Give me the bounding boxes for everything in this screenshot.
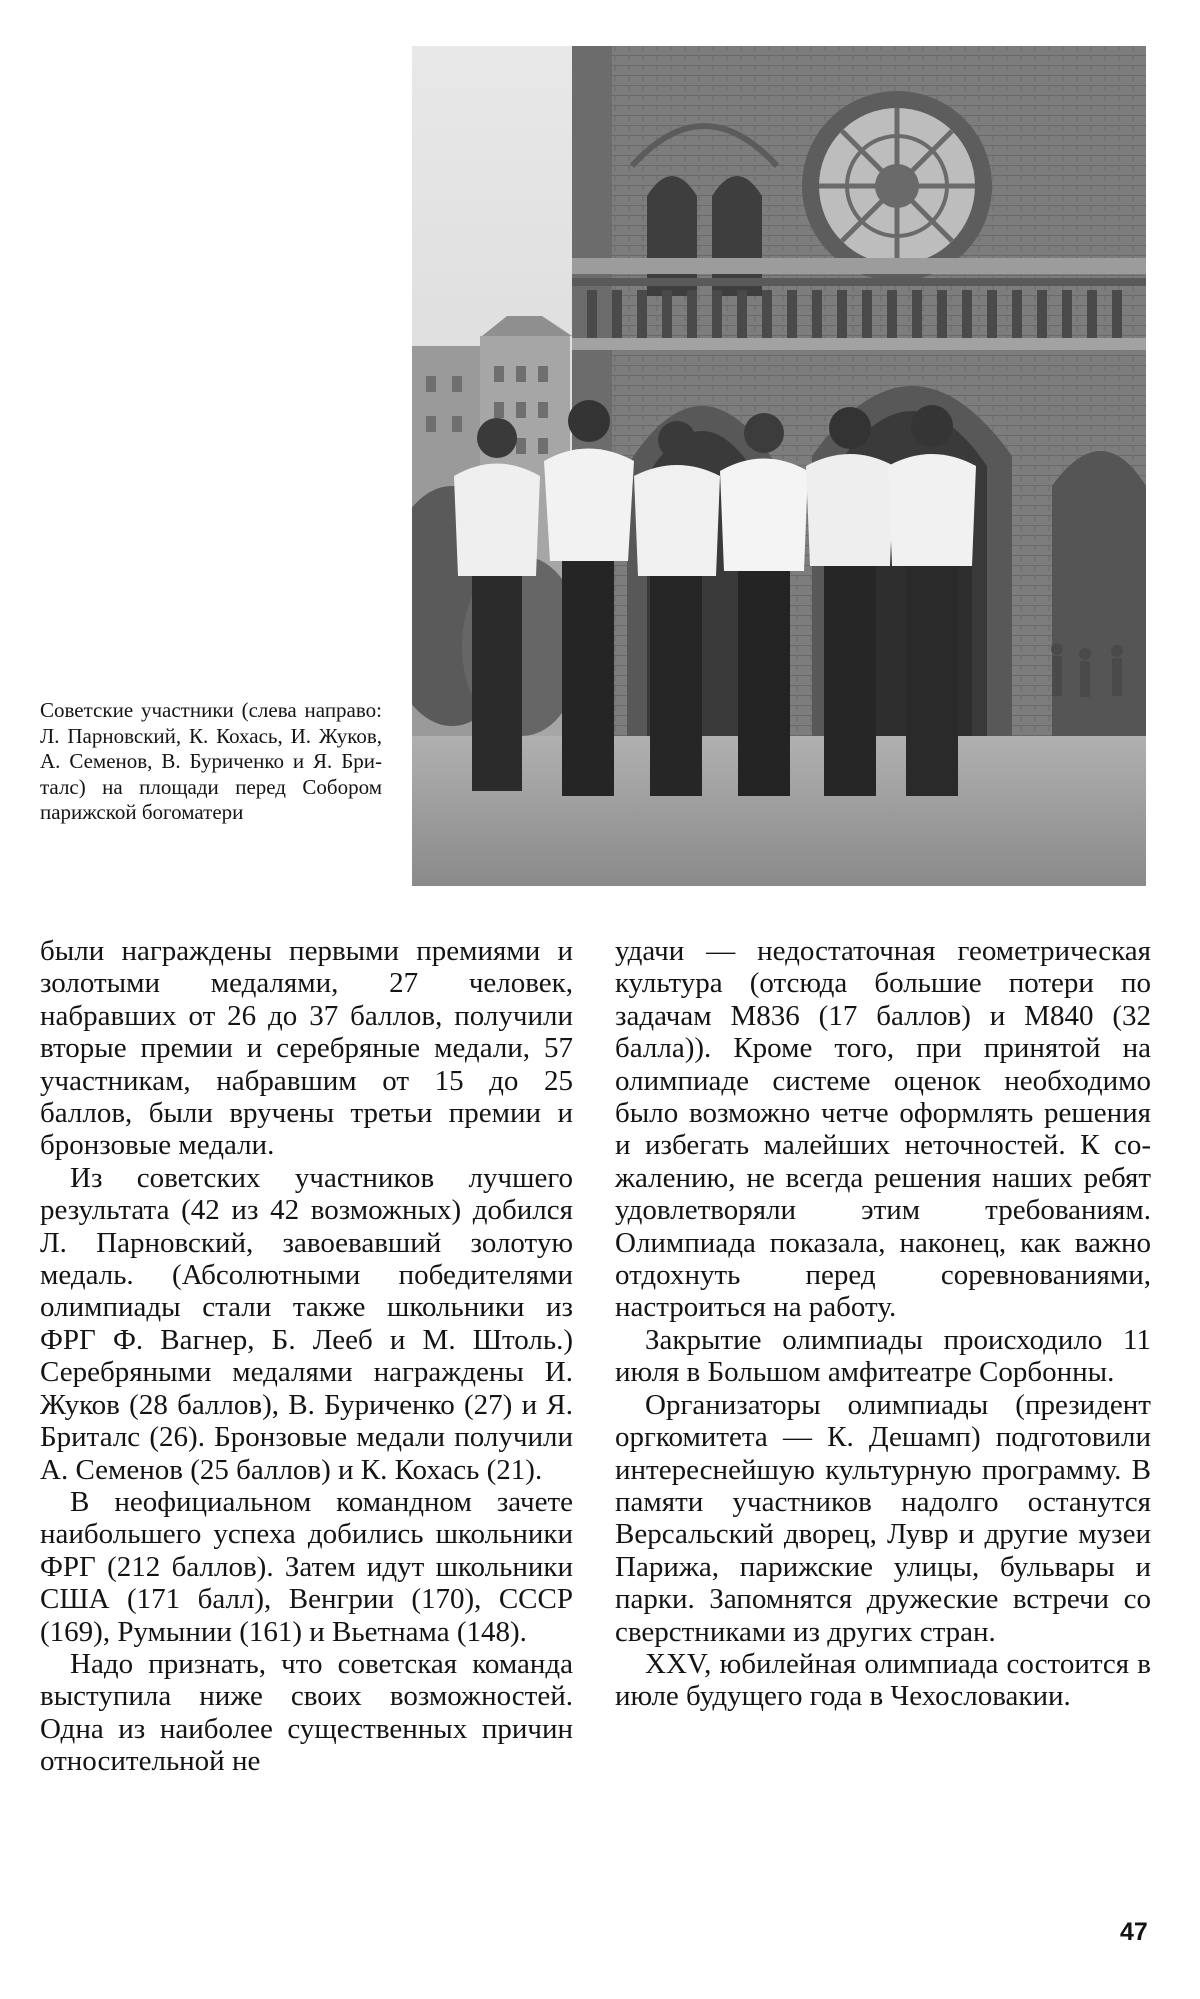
paragraph: были награждены первыми премиями и золотыми медалями, 27 человек, набравших от 26 до 37 баллов, получили вторые премии и серебряные медали, 57 участникам, набравшим от 15 до 25 баллов, были вручены третьи премии и бронзовые медали. — [40, 935, 573, 1162]
paragraph: удачи — недостаточная геометрическая культура (отсюда большие потери по задачам М836 (17 баллов) и М840 (32 балла)). Кроме того, при принятой на олимпиаде системе оценок необходимо было возможно четче оформлять решения и избегать малейших неточностей. К сожалению, не всегда решения наших ребят удовлетворяли этим требованиям. Олимпиада показала, наконец, как важно отдохнуть перед соревнованиями, настроиться на работу. — [615, 935, 1151, 1324]
paragraph: В неофициальном командном зачете наибольшего успеха добились школьники ФРГ (212 баллов). Затем идут школьники США (171 балл), Венгрии (170), СССР (169), Румынии (161) и Вьетнама (148). — [40, 1485, 573, 1648]
paragraph: Закрытие олимпиады происходило 11 июля в Большом амфитеатре Сорбонны. — [615, 1323, 1151, 1389]
paragraph: Надо признать, что советская команда выступила ниже своих возможностей. Одна из наиболее существенных причин относительной не — [40, 1647, 573, 1778]
photo-caption: Советские участники (слева направо: Л. Парновский, К. Кохась, И. Жуков, А. Семенов, В. Буриченко и Я. Бриталс) на площади перед Собором парижской богоматери — [40, 698, 382, 824]
paragraph: Из советских участников лучшего результата (42 из 42 возможных) добился Л. Парновский, завоевавший золотую медаль. (Абсолютными победителями олимпиады стали также школьники из ФРГ Ф. Вагнер, Б. Лееб и М. Штоль.) Серебряными медалями награждены И. Жуков (28 баллов), В. Буриченко (27) и Я. Бриталс (26). Бронзовые медали получили А. Семенов (25 баллов) и К. Кохась (21). — [40, 1161, 573, 1486]
page-number: 47 — [1120, 1918, 1148, 1946]
text-column-left — [40, 935, 573, 1778]
text-column-right — [615, 935, 1151, 1713]
group-photo — [412, 46, 1146, 886]
paragraph: XXV, юбилейная олимпиада состоится в июле будущего года в Чехословакии. — [615, 1647, 1151, 1713]
cathedral-group-photo-icon — [412, 46, 1146, 886]
paragraph: Организаторы олимпиады (президент оргкомитета — К. Дешамп) подготовили интереснейшую культурную программу. В памяти участников надолго останутся Версальский дворец, Лувр и другие музеи Парижа, парижские улицы, бульвары и парки. Запомнятся дружеские встречи со сверстниками из других стран. — [615, 1388, 1151, 1648]
